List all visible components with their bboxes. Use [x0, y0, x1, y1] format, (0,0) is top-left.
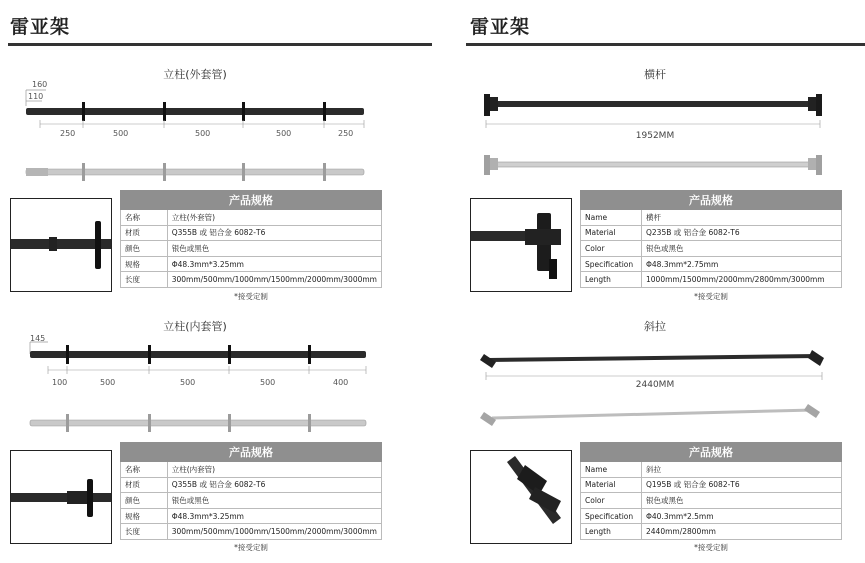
outer-tube-silver: [26, 169, 364, 175]
rosette: [163, 102, 166, 121]
spec-key: 名称: [121, 462, 168, 478]
dim-inner-seg-4: 500: [260, 378, 276, 387]
inner-tube-spec-table: [120, 442, 382, 540]
spec-key: Name: [581, 462, 642, 478]
spec-value: 2440mm/2800mm: [642, 524, 842, 540]
right-title-rule: [466, 43, 865, 46]
dim-160: 160: [32, 80, 48, 89]
dim-inner-seg-3: 500: [180, 378, 196, 387]
spec-key: 长度: [121, 272, 168, 288]
ledger-thumbnail: [470, 198, 572, 292]
spec-value: 银色或黑色: [167, 493, 381, 509]
spec-key: Length: [581, 524, 642, 540]
dim-seg-2: 500: [113, 129, 129, 138]
spec-key: 规格: [121, 256, 168, 272]
spec-value: 1000mm/1500mm/2000mm/2800mm/3000mm: [642, 272, 842, 288]
spec-key: Name: [581, 210, 642, 226]
outer-tube-spec-table: [120, 190, 382, 288]
ledger-length-label: 1952MM: [635, 131, 675, 141]
outer-tube-thumbnail: [10, 198, 112, 292]
brace-thumbnail: [470, 450, 572, 544]
dim-seg-3: 500: [195, 129, 211, 138]
dim-seg-5: 250: [338, 129, 354, 138]
dim-inner-seg-1: 100: [52, 378, 68, 387]
dim-110: 110: [28, 92, 44, 101]
spec-value: 斜拉: [642, 462, 842, 478]
right-page-title: 雷亚架: [470, 16, 531, 38]
ledger-note: *接受定制: [694, 292, 728, 301]
dim-inner-seg-2: 500: [100, 378, 116, 387]
spec-value: 银色或黑色: [642, 493, 842, 509]
outer-tube-black: [26, 108, 364, 115]
spec-key: Specification: [581, 508, 642, 524]
inner-tube-silver: [30, 420, 366, 426]
spec-key: Length: [581, 272, 642, 288]
brace-subtitle: 斜拉: [644, 320, 666, 333]
outer-tube-note: *接受定制: [234, 292, 268, 301]
ledger-subtitle: 横杆: [644, 68, 666, 81]
spec-value: 银色或黑色: [167, 241, 381, 257]
spec-key: 颜色: [121, 241, 168, 257]
left-page-title: 雷亚架: [10, 16, 71, 38]
spec-value: Q195B 或 铝合金 6082-T6: [642, 477, 842, 493]
spec-value: Φ40.3mm*2.5mm: [642, 508, 842, 524]
inner-tube-note: *接受定制: [234, 543, 268, 552]
inner-tube-thumbnail: [10, 450, 112, 544]
spec-header: 产品规格: [581, 443, 842, 462]
outer-tube-subtitle: 立柱(外套管): [163, 68, 227, 81]
dim-seg-1: 250: [60, 129, 76, 138]
spec-key: Specification: [581, 256, 642, 272]
spec-value: 300mm/500mm/1000mm/1500mm/2000mm/3000mm: [167, 272, 381, 288]
spec-value: Φ48.3mm*3.25mm: [167, 256, 381, 272]
ledger-spec-table: [580, 190, 842, 288]
inner-tube-subtitle: 立柱(内套管): [163, 320, 227, 333]
spec-key: Color: [581, 493, 642, 509]
spec-key: 名称: [121, 210, 168, 226]
spec-key: Color: [581, 241, 642, 257]
spec-value: 300mm/500mm/1000mm/1500mm/2000mm/3000mm: [167, 524, 381, 540]
brace-note: *接受定制: [694, 543, 728, 552]
spec-key: Material: [581, 477, 642, 493]
spec-key: 规格: [121, 508, 168, 524]
spec-value: Q235B 或 铝合金 6082-T6: [642, 225, 842, 241]
left-title-rule: [8, 43, 432, 46]
spec-value: Φ48.3mm*2.75mm: [642, 256, 842, 272]
spec-value: 立柱(外套管): [167, 210, 381, 226]
spec-header: 产品规格: [581, 191, 842, 210]
spec-value: 立柱(内套管): [167, 462, 381, 478]
spec-key: Material: [581, 225, 642, 241]
spec-key: 材质: [121, 225, 168, 241]
dim-inner-seg-5: 400: [333, 378, 349, 387]
brace-spec-table: [580, 442, 842, 540]
spec-key: 长度: [121, 524, 168, 540]
dim-seg-4: 500: [276, 129, 292, 138]
spec-value: 银色或黑色: [642, 241, 842, 257]
spec-value: Φ48.3mm*3.25mm: [167, 508, 381, 524]
inner-tube-black: [30, 351, 366, 358]
rosette: [242, 102, 245, 121]
spec-value: 横杆: [642, 210, 842, 226]
rosette: [82, 102, 85, 121]
spec-value: Q355B 或 铝合金 6082-T6: [167, 477, 381, 493]
spec-key: 颜色: [121, 493, 168, 509]
spec-key: 材质: [121, 477, 168, 493]
inner-tube-drawing: [18, 332, 378, 438]
spec-value: Q355B 或 铝合金 6082-T6: [167, 225, 381, 241]
dim-145: 145: [30, 334, 46, 343]
rosette: [323, 102, 326, 121]
spec-header: 产品规格: [121, 443, 382, 462]
spec-header: 产品规格: [121, 191, 382, 210]
brace-length-label: 2440MM: [635, 380, 675, 390]
